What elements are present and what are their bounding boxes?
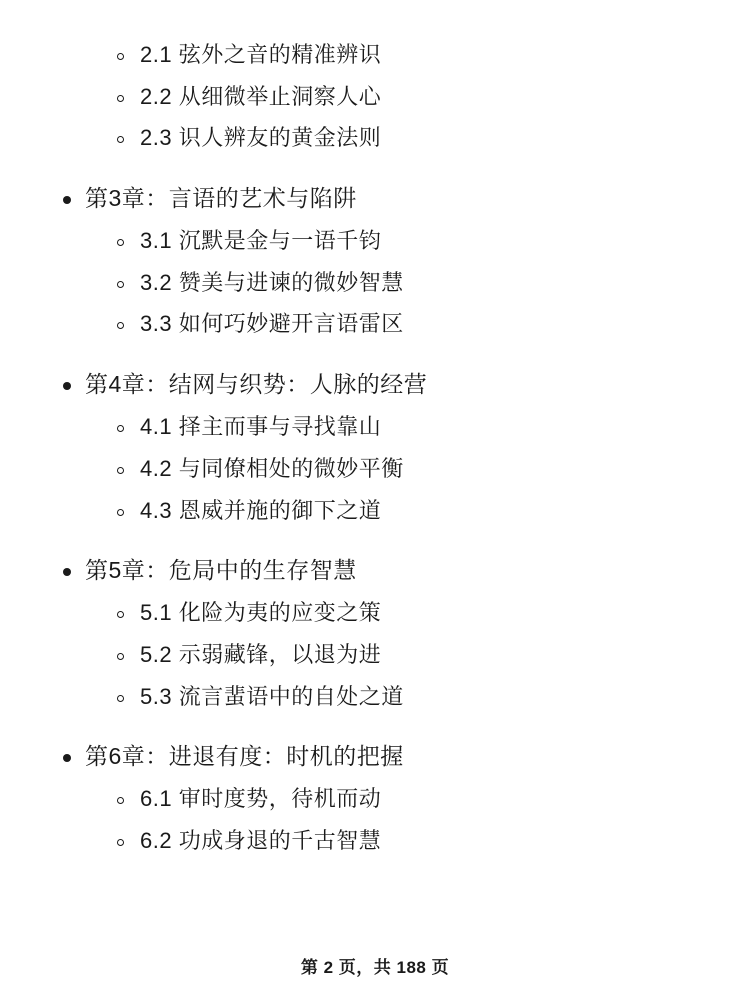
toc-section-item[interactable]: 5.2 示弱藏锋，以退为进 [55, 640, 695, 670]
toc-section-list [55, 412, 695, 525]
toc-section-item[interactable]: 3.3 如何巧妙避开言语雷区 [55, 309, 695, 339]
table-of-contents [55, 40, 695, 856]
toc-group [55, 555, 695, 711]
toc-section-item[interactable]: 6.2 功成身退的千古智慧 [55, 826, 695, 856]
toc-chapter-item[interactable]: 第6章：进退有度：时机的把握 [55, 741, 695, 772]
toc-section-item[interactable]: 2.2 从细微举止洞察人心 [55, 82, 695, 112]
toc-section-list [55, 784, 695, 855]
toc-section-item[interactable]: 2.3 识人辨友的黄金法则 [55, 123, 695, 153]
toc-group [55, 183, 695, 339]
toc-chapter-item[interactable]: 第3章：言语的艺术与陷阱 [55, 183, 695, 214]
toc-section-item[interactable]: 2.1 弦外之音的精准辨识 [55, 40, 695, 70]
toc-section-item[interactable]: 4.1 择主而事与寻找靠山 [55, 412, 695, 442]
toc-section-item[interactable]: 5.3 流言蜚语中的自处之道 [55, 682, 695, 712]
toc-group [55, 741, 695, 855]
toc-chapter-item[interactable]: 第5章：危局中的生存智慧 [55, 555, 695, 586]
page-footer: 第 2 页，共 188 页 [300, 958, 450, 977]
toc-group [55, 40, 695, 153]
toc-section-item[interactable]: 4.3 恩威并施的御下之道 [55, 496, 695, 526]
toc-section-list [55, 40, 695, 153]
toc-section-item[interactable]: 6.1 审时度势，待机而动 [55, 784, 695, 814]
toc-chapter-item[interactable]: 第4章：结网与织势：人脉的经营 [55, 369, 695, 400]
toc-section-item[interactable]: 5.1 化险为夷的应变之策 [55, 598, 695, 628]
toc-section-item[interactable]: 4.2 与同僚相处的微妙平衡 [55, 454, 695, 484]
toc-section-list [55, 598, 695, 711]
toc-section-item[interactable]: 3.1 沉默是金与一语千钧 [55, 226, 695, 256]
toc-group [55, 369, 695, 525]
toc-section-list [55, 226, 695, 339]
toc-section-item[interactable]: 3.2 赞美与进谏的微妙智慧 [55, 268, 695, 298]
